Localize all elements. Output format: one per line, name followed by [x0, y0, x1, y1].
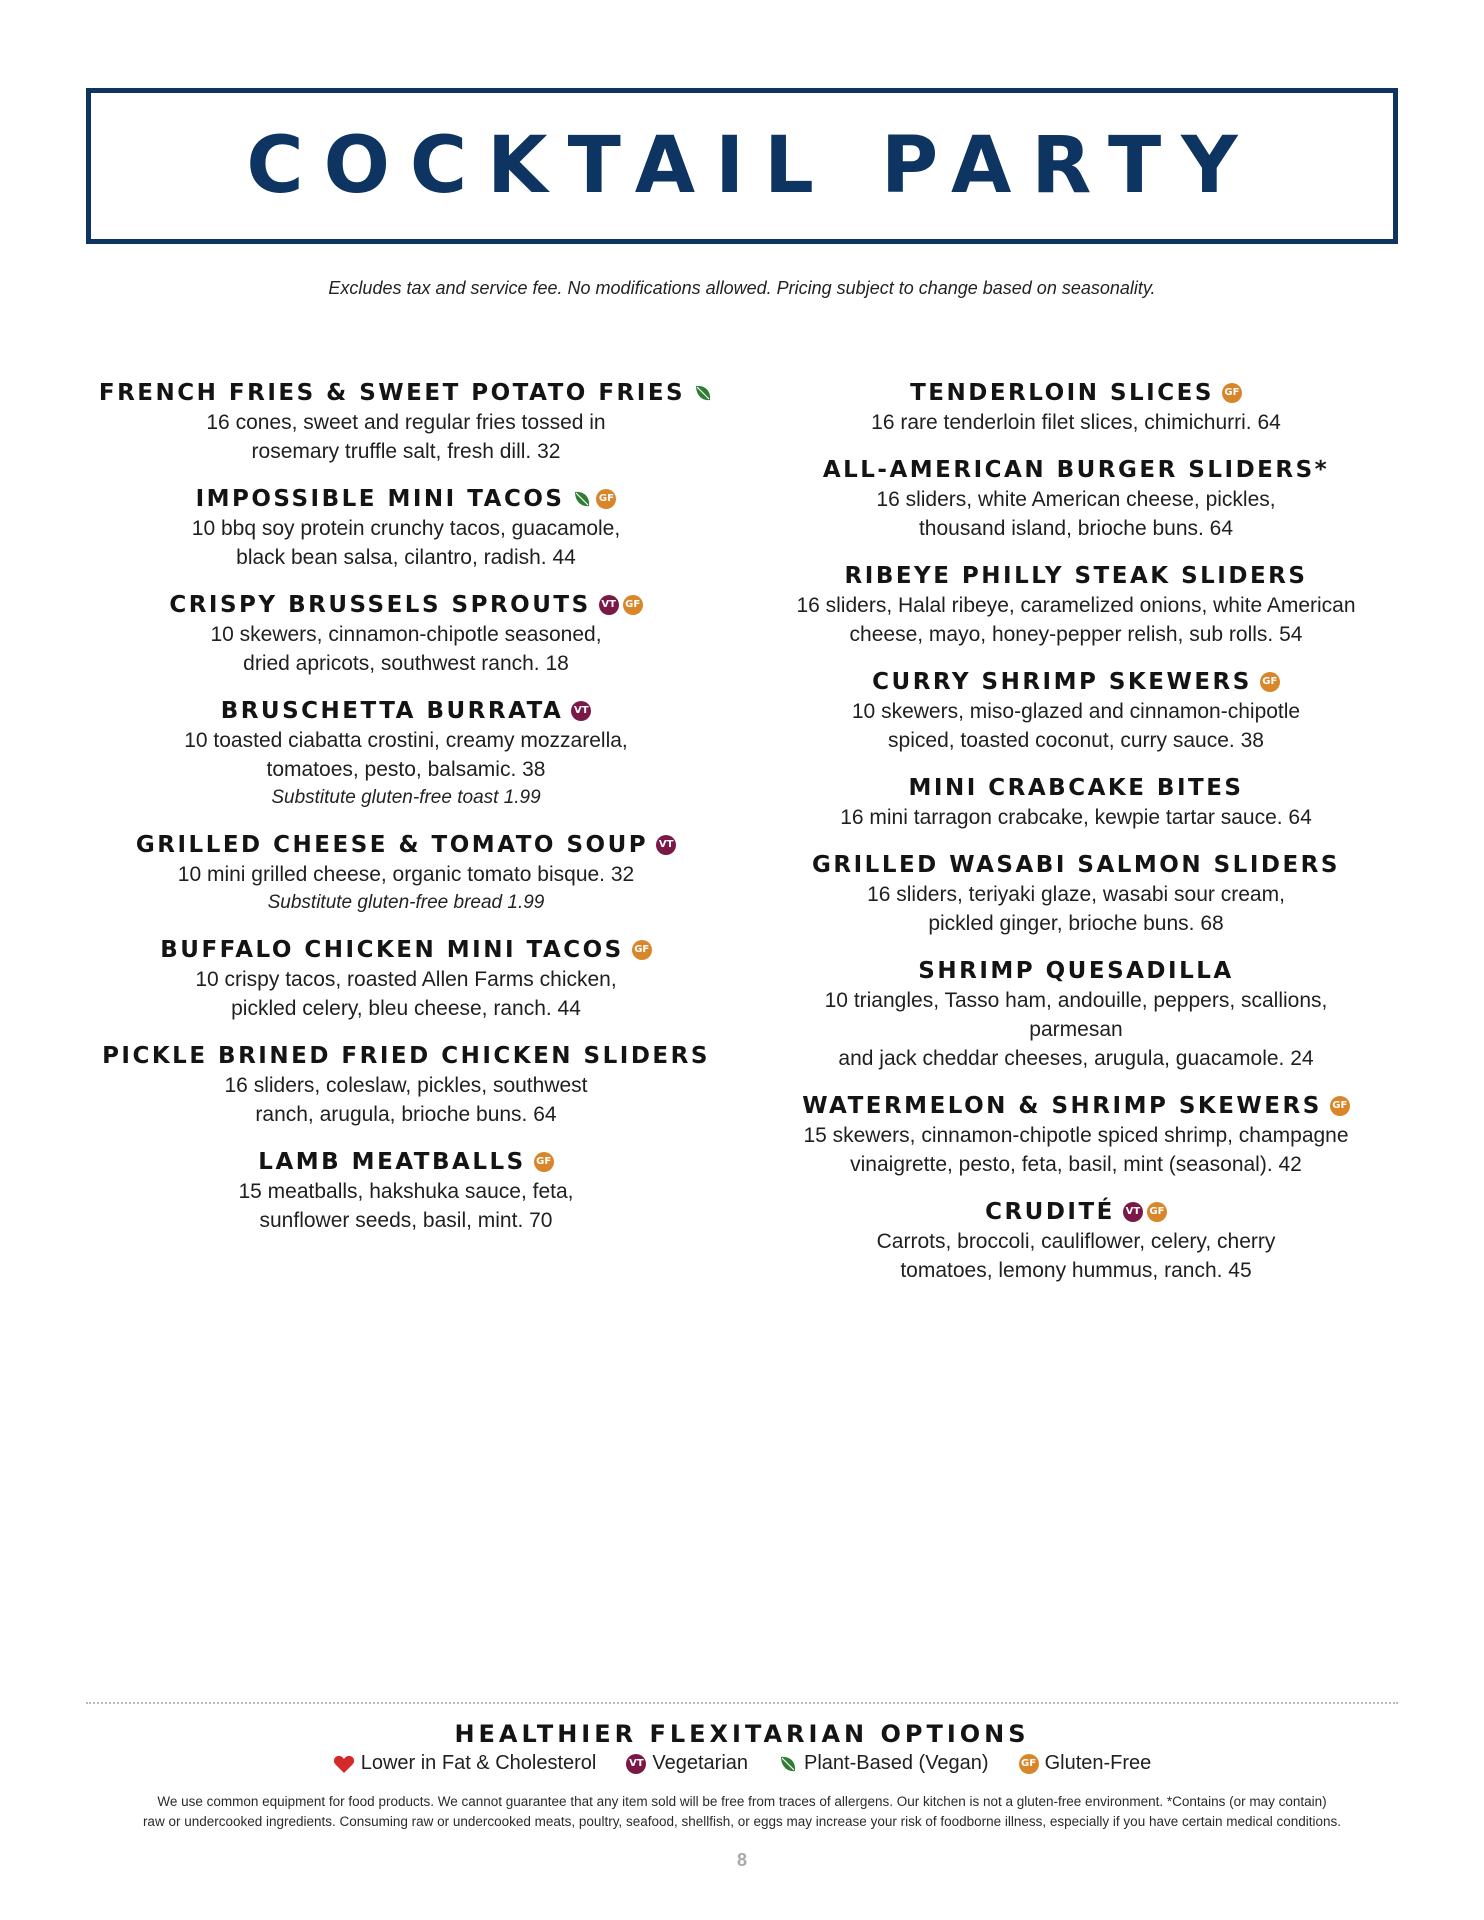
- menu-item: [96, 1147, 716, 1235]
- menu-item: [766, 455, 1386, 543]
- menu-item-name: [766, 378, 1386, 408]
- menu-item: [96, 830, 716, 917]
- legend-item: [778, 1752, 989, 1775]
- menu-item-description: cheese, mayo, honey-pepper relish, sub rolls. 54: [849, 623, 1303, 646]
- menu-item-description: 10 crispy tacos, roasted Allen Farms chicken,: [195, 968, 617, 991]
- menu-item-description: 16 mini tarragon crabcake, kewpie tartar sauce. 64: [840, 806, 1312, 829]
- leaf-icon: [778, 1754, 798, 1774]
- disclaimer: Excludes tax and service fee. No modifications allowed. Pricing subject to change based on seasonality.: [328, 278, 1156, 298]
- menu-item: [766, 1091, 1386, 1179]
- menu-item-description: 16 sliders, Halal ribeye, caramelized onions, white American: [796, 594, 1356, 617]
- menu-item-description: rosemary truffle salt, fresh dill. 32: [251, 440, 561, 463]
- dietary-icons: [1260, 672, 1280, 692]
- menu-item-title: GRILLED WASABI SALMON SLIDERS: [812, 852, 1340, 878]
- title-box: [86, 88, 1398, 244]
- menu-item-title: GRILLED CHEESE & TOMATO SOUP: [135, 832, 649, 858]
- legend-label: Gluten-Free: [1044, 1752, 1152, 1774]
- menu-item-name: [766, 956, 1386, 986]
- menu-item-name: [96, 935, 716, 965]
- menu-item-title: LAMB MEATBALLS: [258, 1149, 526, 1175]
- menu-item-description: 10 triangles, Tasso ham, andouille, peppers, scallions, parmesan: [824, 989, 1328, 1041]
- dietary-icons: [656, 835, 676, 855]
- menu-item-title: FRENCH FRIES & SWEET POTATO FRIES: [98, 380, 686, 406]
- menu-item-name: [766, 850, 1386, 880]
- menu-item-name: [96, 696, 716, 726]
- menu-item-title: ALL-AMERICAN BURGER SLIDERS*: [822, 457, 1330, 483]
- menu-item-name: [766, 455, 1386, 485]
- dietary-icons: [1222, 383, 1242, 403]
- divider: [86, 1702, 1398, 1704]
- vegetarian-icon: VT: [571, 701, 591, 721]
- leaf-icon: [693, 383, 713, 403]
- gluten-free-icon: GF: [1330, 1096, 1350, 1116]
- menu-item-description: 10 skewers, miso-glazed and cinnamon-chipotle: [851, 700, 1301, 723]
- menu-item-name: [766, 773, 1386, 803]
- menu-item-name: [96, 590, 716, 620]
- fine-print-line: raw or undercooked ingredients. Consuming raw or undercooked meats, poultry, seafood, shellfish, or eggs may increase your risk of foodborne illness, especially if you have certain medical conditions.: [142, 1814, 1342, 1829]
- fine-print: [86, 1792, 1398, 1832]
- menu-item-description: 16 sliders, teriyaki glaze, wasabi sour cream,: [867, 883, 1285, 906]
- gluten-free-icon: GF: [1222, 383, 1242, 403]
- menu-item-title: MINI CRABCAKE BITES: [908, 775, 1244, 801]
- menu-item-title: SHRIMP QUESADILLA: [918, 958, 1234, 984]
- menu-item-title: TENDERLOIN SLICES: [910, 380, 1214, 406]
- vegetarian-icon: VT: [1123, 1202, 1143, 1222]
- menu-item-description: 10 skewers, cinnamon-chipotle seasoned,: [210, 623, 602, 646]
- menu-item: [766, 1197, 1386, 1285]
- menu-item-name: [766, 1091, 1386, 1121]
- dietary-icons: [599, 595, 643, 615]
- menu-item-description: 10 mini grilled cheese, organic tomato bisque. 32: [177, 863, 635, 886]
- menu-item: [96, 1041, 716, 1129]
- menu-item: [96, 484, 716, 572]
- menu-item-description: 16 rare tenderloin filet slices, chimichurri. 64: [871, 411, 1281, 434]
- dietary-icons: [693, 383, 713, 403]
- menu-item: [96, 696, 716, 812]
- vegetarian-icon: VT: [599, 595, 619, 615]
- gluten-free-icon: GF: [623, 595, 643, 615]
- menu-item-name: [766, 561, 1386, 591]
- menu-item-title: WATERMELON & SHRIMP SKEWERS: [802, 1093, 1322, 1119]
- legend-label: Plant-Based (Vegan): [804, 1752, 989, 1774]
- menu-item-title: CRISPY BRUSSELS SPROUTS: [169, 592, 591, 618]
- menu-item: [766, 378, 1386, 437]
- menu-item-name: [96, 1041, 716, 1071]
- menu-item-name: [96, 484, 716, 514]
- dietary-icons: [571, 701, 591, 721]
- menu-item: [766, 773, 1386, 832]
- menu-item-title: CURRY SHRIMP SKEWERS: [872, 669, 1252, 695]
- menu-item-description: ranch, arugula, brioche buns. 64: [255, 1103, 557, 1126]
- menu-item-title: BRUSCHETTA BURRATA: [220, 698, 564, 724]
- menu-item-title: IMPOSSIBLE MINI TACOS: [195, 486, 565, 512]
- gluten-free-icon: GF: [632, 940, 652, 960]
- menu-item-description: 16 cones, sweet and regular fries tossed in: [206, 411, 606, 434]
- menu-item-description: sunflower seeds, basil, mint. 70: [259, 1209, 553, 1232]
- menu-item-name: [766, 1197, 1386, 1227]
- menu-item-title: CRUDITÉ: [985, 1199, 1115, 1225]
- menu-item-description: 10 bbq soy protein crunchy tacos, guacamole,: [191, 517, 621, 540]
- fine-print-line: We use common equipment for food products. We cannot guarantee that any item sold will be free from traces of allergens. Our kitchen is not a gluten-free environment. *Contains (or may contain): [157, 1794, 1327, 1809]
- leaf-icon: [572, 489, 592, 509]
- vegetarian-icon: VT: [626, 1754, 646, 1774]
- menu-item-description: and jack cheddar cheeses, arugula, guacamole. 24: [838, 1047, 1314, 1070]
- legend-item: [626, 1752, 748, 1775]
- gluten-free-icon: GF: [534, 1152, 554, 1172]
- gluten-free-icon: GF: [1147, 1202, 1167, 1222]
- dietary-icons: [632, 940, 652, 960]
- menu-item-description: thousand island, brioche buns. 64: [918, 517, 1234, 540]
- menu-item-description: 10 toasted ciabatta crostini, creamy mozzarella,: [184, 729, 628, 752]
- page-title: COCKTAIL PARTY: [246, 121, 1258, 211]
- menu-item: [96, 378, 716, 466]
- page-number: 8: [736, 1850, 747, 1870]
- menu-item: [766, 956, 1386, 1073]
- menu-column-right: [766, 378, 1386, 1303]
- menu-item-description: dried apricots, southwest ranch. 18: [243, 652, 569, 675]
- menu-item-description: Carrots, broccoli, cauliflower, celery, cherry: [876, 1230, 1276, 1253]
- menu-column-left: [96, 378, 716, 1253]
- menu-item-description: black bean salsa, cilantro, radish. 44: [236, 546, 576, 569]
- menu-item: [766, 561, 1386, 649]
- legend-label: Lower in Fat & Cholesterol: [360, 1752, 597, 1774]
- menu-item-description: vinaigrette, pesto, feta, basil, mint (seasonal). 42: [850, 1153, 1302, 1176]
- menu-item: [96, 590, 716, 678]
- legend-title: HEALTHIER FLEXITARIAN OPTIONS: [454, 1720, 1030, 1748]
- menu-item-title: BUFFALO CHICKEN MINI TACOS: [160, 937, 624, 963]
- menu-item-note: Substitute gluten-free bread 1.99: [267, 892, 545, 913]
- vegetarian-icon: VT: [656, 835, 676, 855]
- legend-item: [333, 1752, 597, 1775]
- menu-item-name: [96, 1147, 716, 1177]
- gluten-free-icon: GF: [1260, 672, 1280, 692]
- menu-item: [766, 667, 1386, 755]
- heart-icon: [333, 1754, 355, 1774]
- legend: [0, 1752, 1484, 1775]
- menu-item-name: [766, 667, 1386, 697]
- menu-item-title: PICKLE BRINED FRIED CHICKEN SLIDERS: [102, 1043, 710, 1069]
- gluten-free-icon: GF: [1019, 1754, 1039, 1774]
- menu-item-title: RIBEYE PHILLY STEAK SLIDERS: [844, 563, 1308, 589]
- menu-item: [96, 935, 716, 1023]
- legend-label: Vegetarian: [652, 1752, 749, 1774]
- gluten-free-icon: GF: [596, 489, 616, 509]
- menu-item-description: 16 sliders, coleslaw, pickles, southwest: [224, 1074, 588, 1097]
- menu-item-description: pickled celery, bleu cheese, ranch. 44: [231, 997, 581, 1020]
- menu-item-description: tomatoes, pesto, balsamic. 38: [266, 758, 546, 781]
- menu-item-description: 16 sliders, white American cheese, pickles,: [876, 488, 1276, 511]
- menu-item-description: spiced, toasted coconut, curry sauce. 38: [888, 729, 1264, 752]
- menu-item-description: tomatoes, lemony hummus, ranch. 45: [900, 1259, 1252, 1282]
- menu-item-name: [96, 378, 716, 408]
- menu-item-name: [96, 830, 716, 860]
- dietary-icons: [1123, 1202, 1167, 1222]
- menu-item-description: 15 skewers, cinnamon-chipotle spiced shrimp, champagne: [803, 1124, 1349, 1147]
- dietary-icons: [572, 489, 616, 509]
- dietary-icons: [534, 1152, 554, 1172]
- legend-item: [1019, 1752, 1152, 1775]
- menu-item-description: pickled ginger, brioche buns. 68: [928, 912, 1224, 935]
- menu-item-description: 15 meatballs, hakshuka sauce, feta,: [238, 1180, 574, 1203]
- menu-item-note: Substitute gluten-free toast 1.99: [271, 787, 541, 808]
- dietary-icons: [1330, 1096, 1350, 1116]
- menu-item: [766, 850, 1386, 938]
